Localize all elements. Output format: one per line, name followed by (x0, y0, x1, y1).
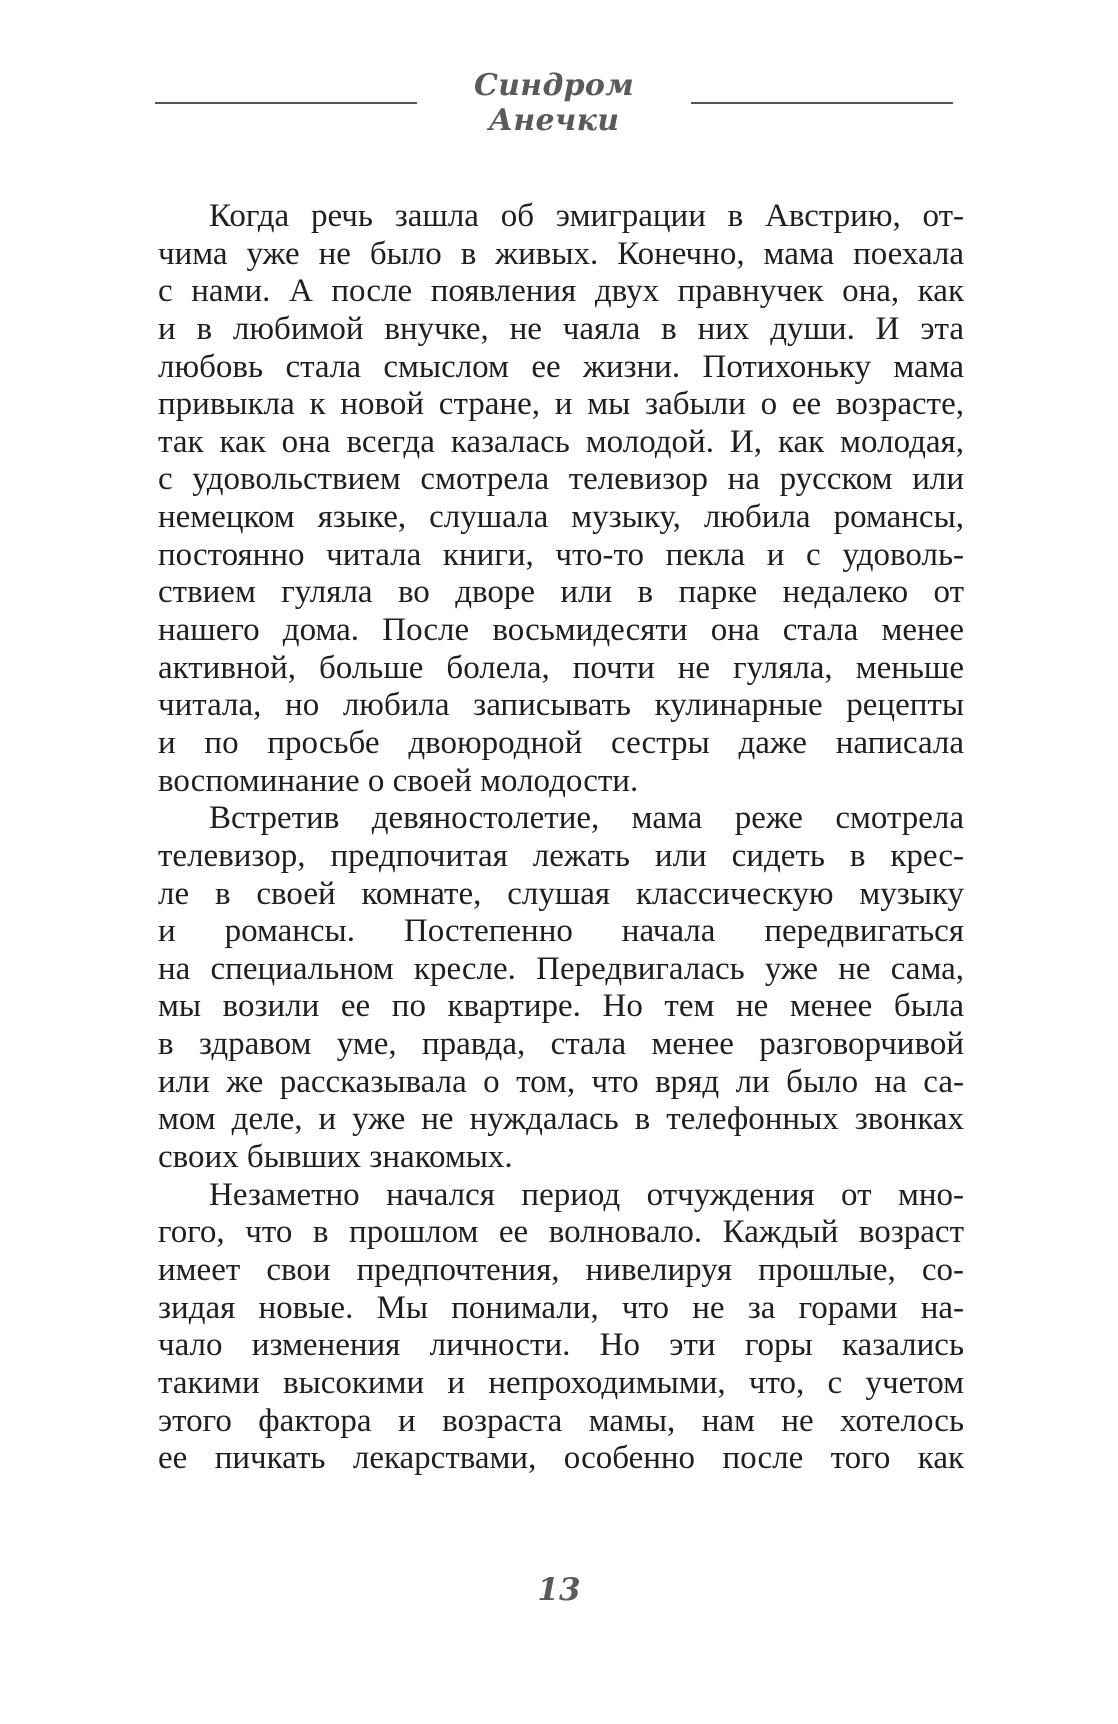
text-line: имеет свои предпочтения, нивелируя прошлые, со- (158, 1251, 964, 1288)
text-line: зидая новые. Мы понимали, что не за горами на- (158, 1289, 964, 1326)
text-line: телевизор, предпочитая лежать или сидеть в крес- (158, 837, 964, 874)
text-line: ле в своей комнате, слушая классическую музыку (158, 875, 964, 912)
text-line: чало изменения личности. Но эти горы казались (158, 1327, 964, 1364)
text-line: Встретив девяностолетие, мама реже смотрела (209, 800, 964, 837)
page-number: 13 (537, 1572, 581, 1608)
text-line: Незаметно начался период отчуждения от мно- (209, 1176, 964, 1213)
running-header (155, 68, 953, 138)
text-line: любовь стала смыслом ее жизни. Потихоньку мама (158, 348, 964, 385)
text-line: и романсы. Постепенно начала передвигаться (158, 913, 964, 950)
text-line: воспоминание о своей молодости. (158, 762, 639, 799)
body-text (158, 198, 964, 1478)
text-line: гого, что в прошлом ее волновало. Каждый возраст (158, 1214, 964, 1251)
text-line: и по просьбе двоюродной сестры даже написала (158, 724, 964, 761)
text-line: привыкла к новой стране, и мы забыли о ее возрасте, (158, 386, 964, 423)
text-line: нашего дома. После восьмидесяти она стала менее (158, 612, 964, 649)
text-line: или же рассказывала о том, что вряд ли было на са- (158, 1063, 964, 1100)
text-line: с нами. А после появления двух правнучек она, как (158, 273, 964, 310)
text-line: в здравом уме, правда, стала менее разговорчивой (158, 1026, 964, 1063)
text-line: активной, больше болела, почти не гуляла, меньше (158, 649, 964, 686)
text-line: чима уже не было в живых. Конечно, мама поехала (158, 235, 964, 272)
text-line: с удовольствием смотрела телевизор на русском или (158, 461, 964, 498)
text-line: немецком языке, слушала музыку, любила романсы, (158, 499, 964, 536)
text-line: и в любимой внучке, не чаяла в них души. И эта (158, 310, 964, 347)
running-title: Синдром Анечки (473, 68, 635, 138)
text-line: мы возили ее по квартире. Но тем не менее была (158, 988, 964, 1025)
text-line: этого фактора и возраста мамы, нам не хотелось (158, 1402, 964, 1439)
header-rule-right (691, 102, 953, 104)
text-line: мом деле, и уже не нуждалась в телефонных звонках (158, 1101, 964, 1138)
text-line: своих бывших знакомых. (158, 1139, 513, 1176)
text-line: на специальном кресле. Передвигалась уже не сама, (158, 950, 964, 987)
header-rule-left (155, 102, 417, 104)
text-line: так как она всегда казалась молодой. И, как молодая, (158, 423, 964, 460)
text-line: такими высокими и непроходимыми, что, с учетом (158, 1364, 964, 1401)
text-line: ствием гуляла во дворе или в парке недалеко от (158, 574, 964, 611)
text-line: Когда речь зашла об эмиграции в Австрию, от- (209, 198, 964, 234)
text-line: постоянно читала книги, что-то пекла и с удоволь- (158, 536, 964, 573)
text-line: читала, но любила записывать кулинарные рецепты (158, 687, 964, 724)
text-line: ее пичкать лекарствами, особенно после того как (158, 1440, 964, 1477)
